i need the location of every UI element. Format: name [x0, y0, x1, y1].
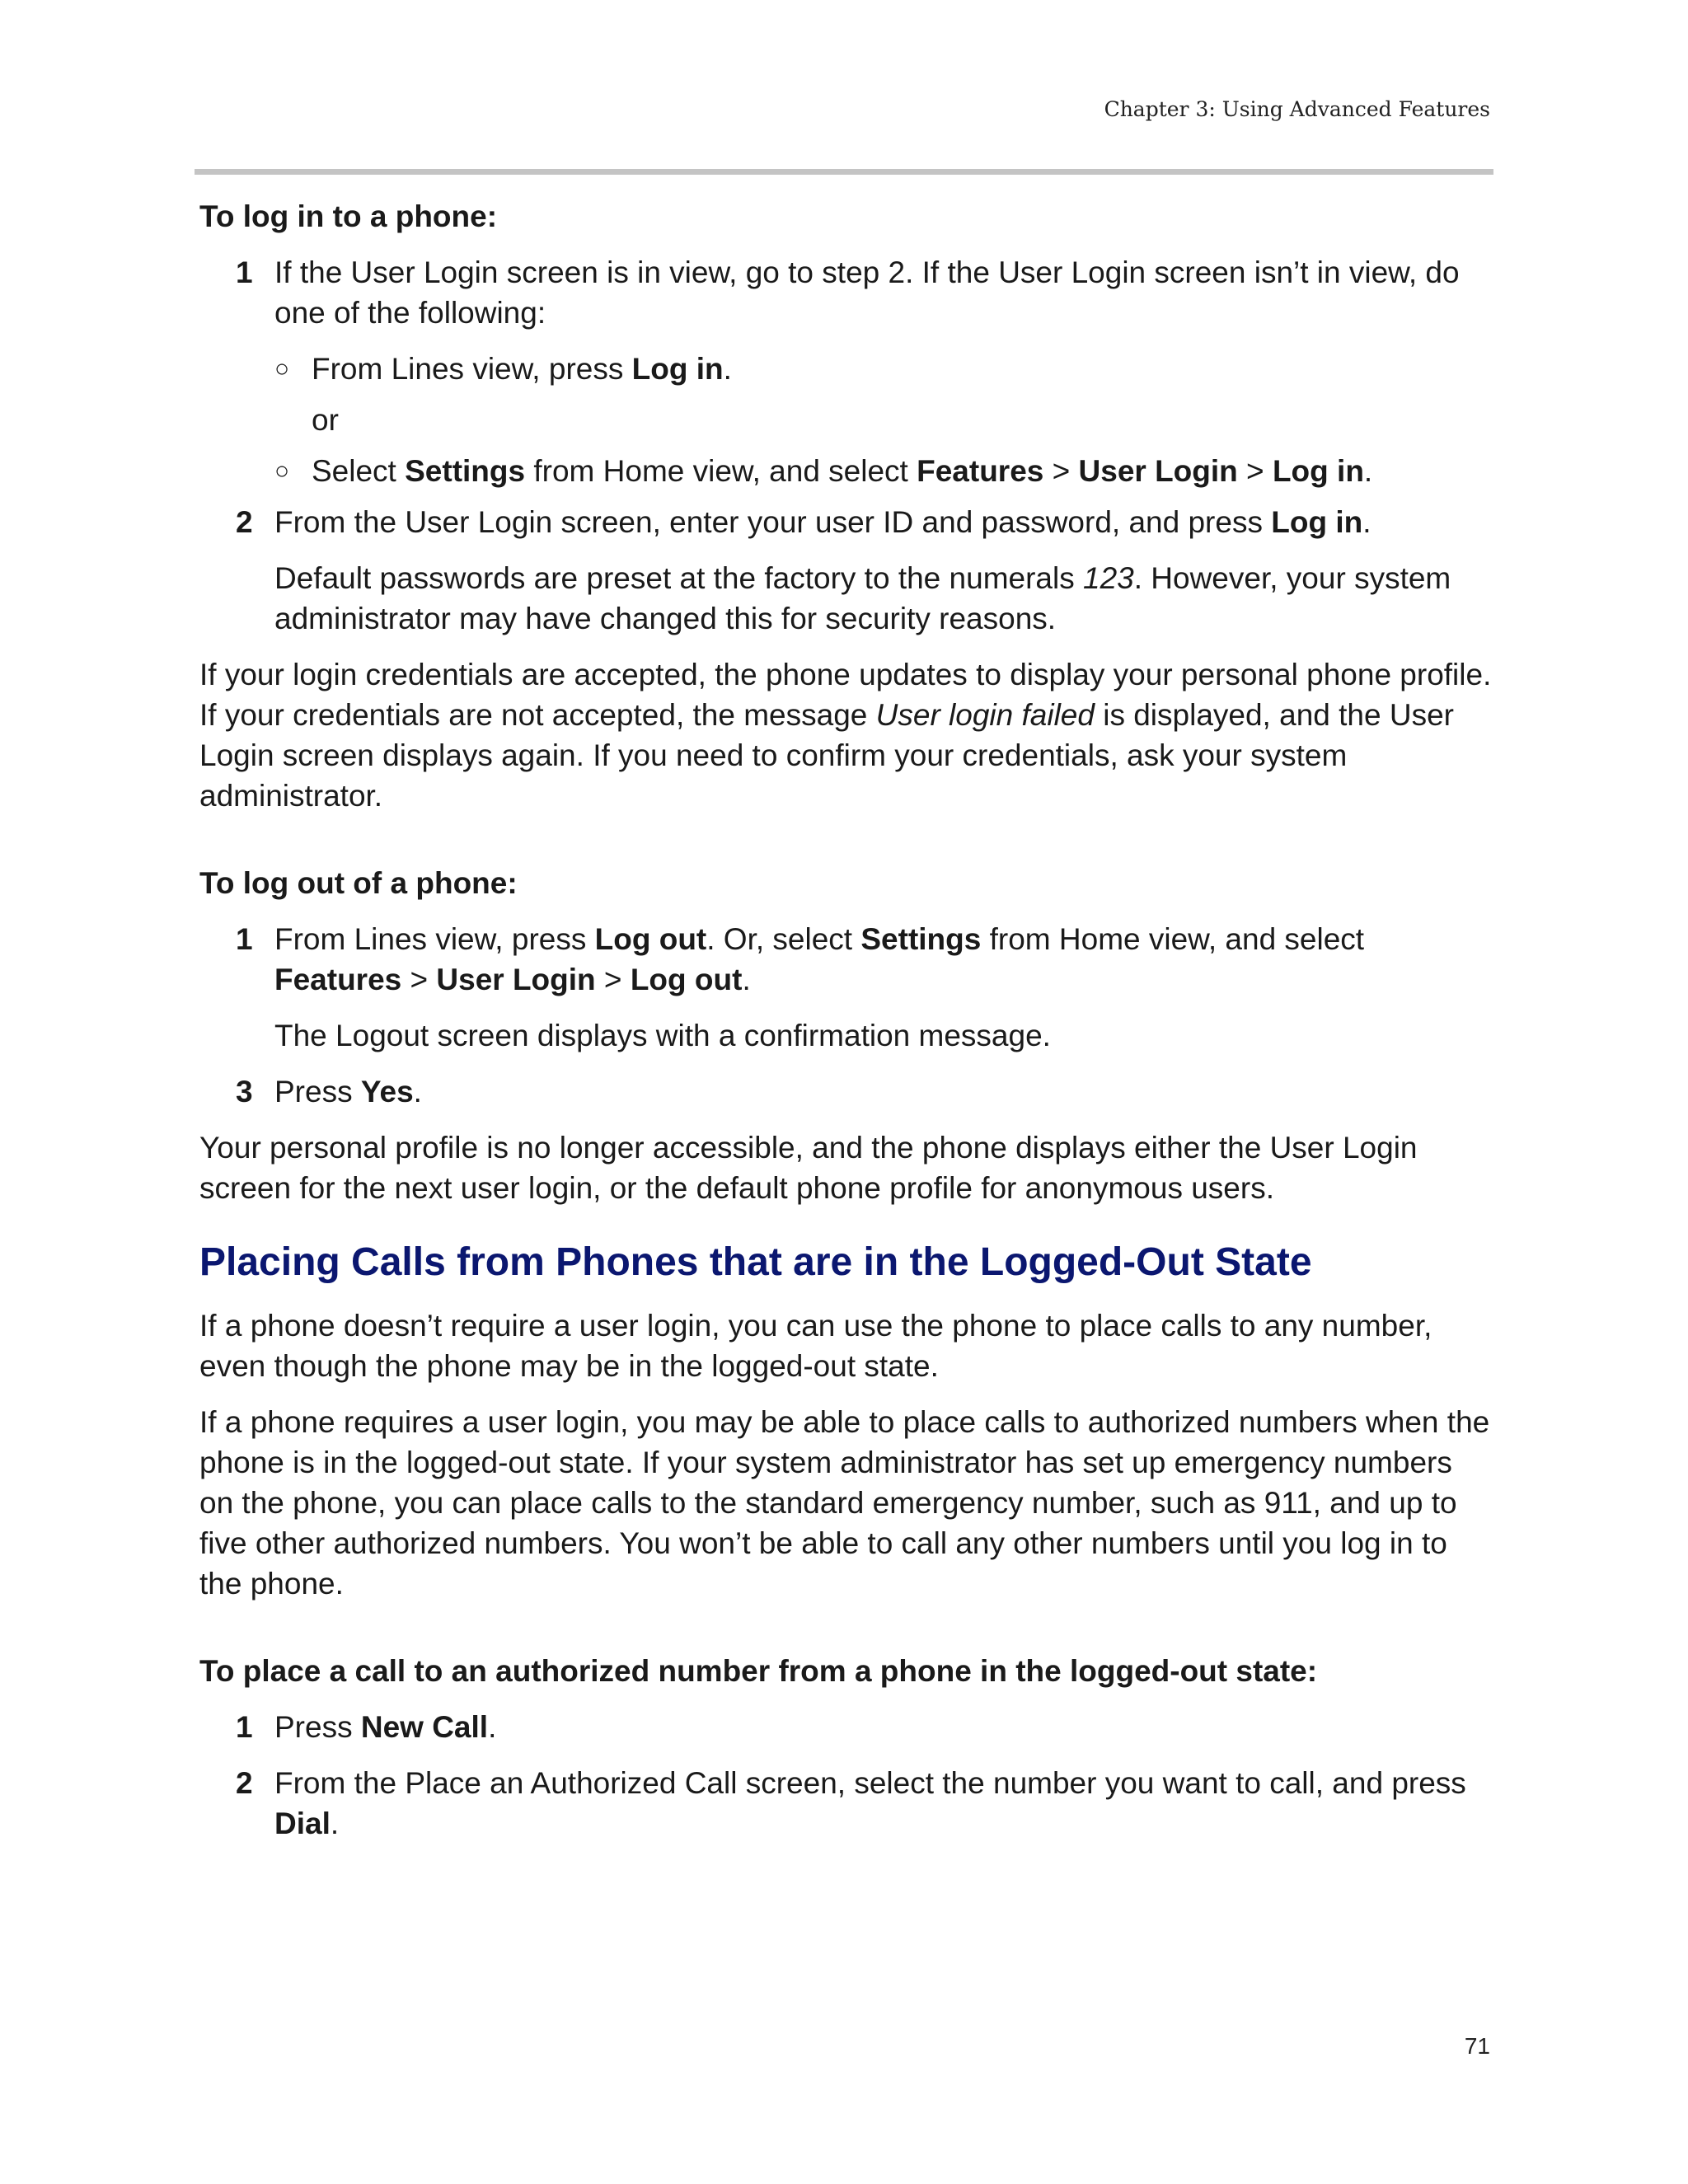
- logout-result-paragraph: Your personal profile is no longer accessible, and the phone displays either the User Login screen for the next user login, or the default phone profile for anonymous users.: [199, 1131, 1418, 1205]
- procedure-heading-login: To log in to a phone:: [199, 199, 498, 233]
- login-option-1: [199, 349, 1493, 389]
- path-separator: >: [595, 963, 631, 996]
- step-number: 1: [236, 255, 253, 289]
- spacer: [199, 832, 1493, 863]
- step-number: 1: [236, 1710, 253, 1744]
- punctuation: .: [330, 1807, 340, 1840]
- path-separator: >: [401, 963, 437, 996]
- header-divider: [195, 169, 1493, 175]
- or-separator: or: [312, 403, 339, 437]
- login-option-2: [199, 451, 1493, 491]
- place-call-step-1: [199, 1707, 1493, 1747]
- circle-bullet-icon: ○: [274, 457, 290, 485]
- section-title: Placing Calls from Phones that are in the Logged-Out State: [199, 1240, 1312, 1284]
- path-separator: >: [1237, 454, 1273, 488]
- page-content: [199, 196, 1493, 1859]
- step-text: From Lines view, press: [274, 922, 595, 956]
- ui-term-settings: Settings: [860, 922, 982, 956]
- page-number: 71: [1464, 2033, 1490, 2059]
- ui-term-yes: Yes: [360, 1075, 414, 1108]
- path-separator: >: [1043, 454, 1079, 488]
- step-text: from Home view, and select: [981, 922, 1365, 956]
- circle-bullet-icon: ○: [274, 355, 290, 382]
- paragraph-text: is displayed, and the User Login screen displays again. If you need to confirm your credentials, ask your system administrator.: [199, 698, 1454, 813]
- step-text: From the User Login screen, enter your user ID and password, and press: [274, 505, 1272, 539]
- note-text: Default passwords are preset at the factory to the numerals: [274, 561, 1083, 595]
- punctuation: .: [413, 1075, 422, 1108]
- step-text: From the Place an Authorized Call screen, select the number you want to call, and press: [274, 1766, 1466, 1800]
- ui-term-log-in: Log in: [631, 352, 724, 386]
- step-number: 1: [236, 922, 253, 956]
- section-paragraph-1: If a phone doesn’t require a user login, you can use the phone to place calls to any number, even though the phone may be in the logged-out state.: [199, 1309, 1432, 1383]
- section-paragraph-2: If a phone requires a user login, you may be able to place calls to authorized numbers when the phone is in the logged-out state. If your system administrator has set up emergency numbers on the phone, you can place calls to the standard emergency number, such as 911, and up to five other authorized numbers. You won’t be able to call any other numbers until you log in to the phone.: [199, 1405, 1490, 1601]
- spacer: [199, 1619, 1493, 1651]
- step-text: Press: [274, 1075, 361, 1108]
- ui-term-dial: Dial: [274, 1807, 331, 1840]
- step-number: 2: [236, 505, 253, 539]
- ui-term-log-in: Log in: [1271, 505, 1363, 539]
- ui-term-new-call: New Call: [360, 1710, 489, 1744]
- option-text: From Lines view, press: [312, 352, 632, 386]
- login-step-2-note: [199, 558, 1493, 639]
- logout-step-1-note: The Logout screen displays with a confirmation message.: [274, 1019, 1051, 1052]
- procedure-heading-place-call: To place a call to an authorized number from a phone in the logged-out state:: [199, 1654, 1318, 1688]
- logout-step-1: [199, 919, 1493, 1000]
- punctuation: .: [723, 352, 732, 386]
- login-step-1: [199, 252, 1493, 333]
- option-text: Select: [312, 454, 406, 488]
- ui-term-settings: Settings: [405, 454, 526, 488]
- running-header: Chapter 3: Using Advanced Features: [1104, 97, 1490, 121]
- place-call-step-2: [199, 1763, 1493, 1844]
- login-step-2: [199, 502, 1493, 542]
- ui-term-log-out: Log out: [630, 963, 743, 996]
- punctuation: .: [1363, 454, 1373, 488]
- step-text: Press: [274, 1710, 361, 1744]
- punctuation: .: [1362, 505, 1372, 539]
- procedure-heading-logout: To log out of a phone:: [199, 866, 518, 900]
- ui-term-user-login: User Login: [1078, 454, 1238, 488]
- option-text: from Home view, and select: [525, 454, 917, 488]
- error-message: User login failed: [875, 698, 1095, 732]
- punctuation: .: [742, 963, 751, 996]
- step-number: 2: [236, 1766, 253, 1800]
- ui-term-log-in: Log in: [1272, 454, 1364, 488]
- step-text: If the User Login screen is in view, go to step 2. If the User Login screen isn’t in view, do one of the following:: [274, 255, 1460, 330]
- ui-term-features: Features: [917, 454, 1044, 488]
- step-number: 3: [236, 1075, 253, 1108]
- paragraph-text: If your login credentials are accepted, the phone updates to display your personal phone profile. If your credentials are not accepted, the message: [199, 658, 1492, 732]
- login-result-paragraph: [199, 654, 1493, 816]
- punctuation: .: [488, 1710, 497, 1744]
- note-text: . However, your system administrator may have changed this for security reasons.: [274, 561, 1451, 635]
- step-text: . Or, select: [706, 922, 861, 956]
- ui-term-log-out: Log out: [594, 922, 707, 956]
- logout-step-3: [199, 1071, 1493, 1112]
- ui-term-user-login: User Login: [436, 963, 596, 996]
- ui-term-features: Features: [274, 963, 402, 996]
- default-password: 123: [1083, 561, 1134, 595]
